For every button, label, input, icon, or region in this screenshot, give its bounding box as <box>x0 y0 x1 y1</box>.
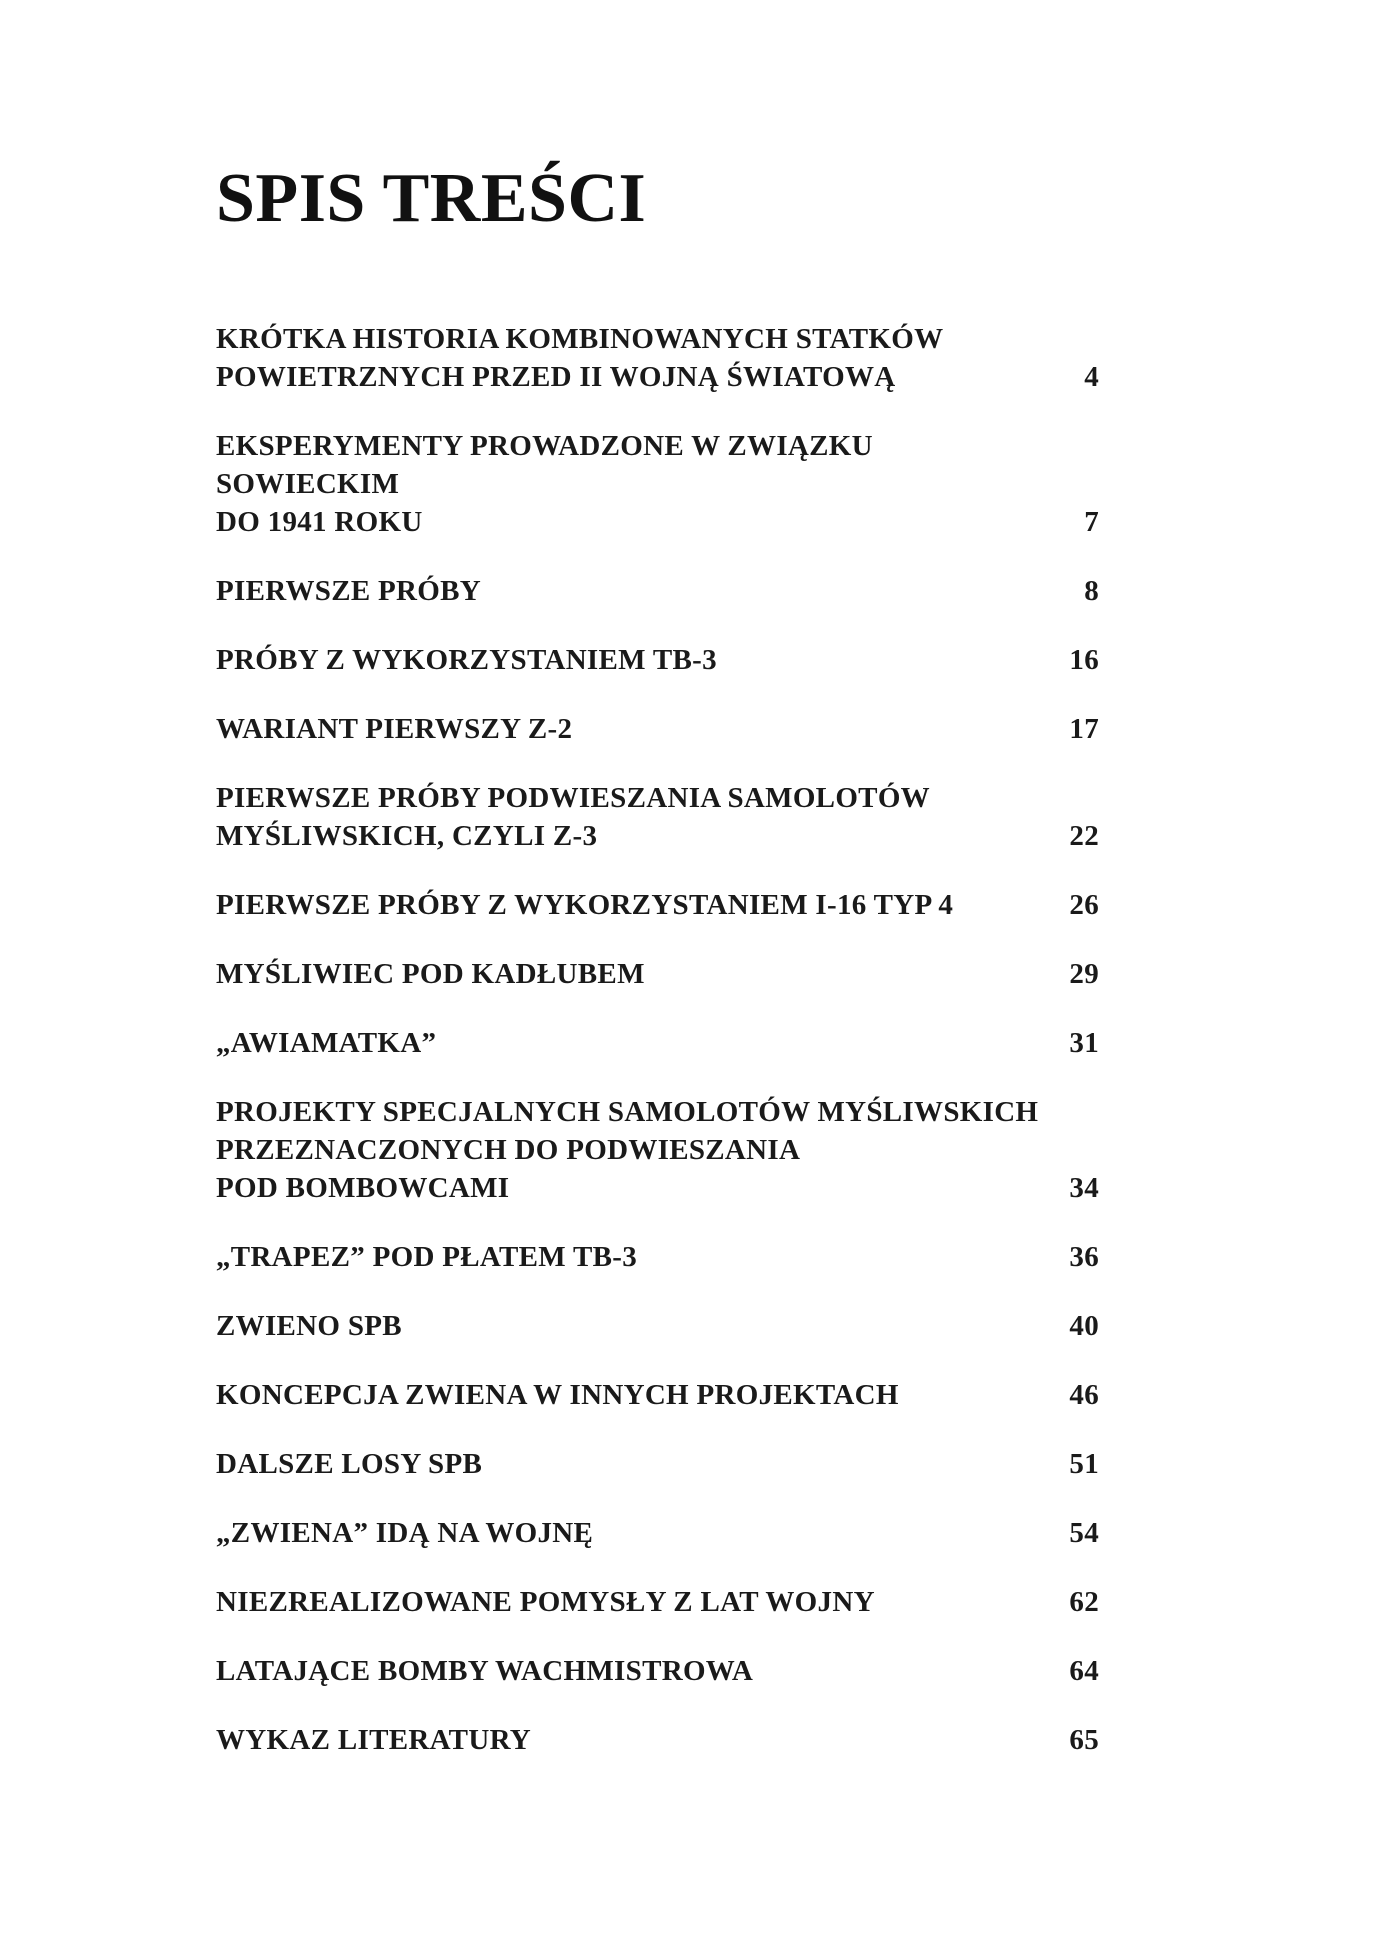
toc-entry-title <box>216 320 1084 396</box>
toc-entry-title <box>216 1307 1069 1345</box>
toc-page-number: 26 <box>1069 889 1099 921</box>
toc-entry-title <box>216 641 1069 679</box>
toc-page-number: 36 <box>1069 1241 1099 1273</box>
toc-entry-title-line: PIERWSZE PRÓBY <box>216 575 482 607</box>
toc-page-number: 54 <box>1069 1517 1099 1549</box>
toc-entry <box>216 1445 1099 1483</box>
toc-entry-title-line: PRÓBY Z WYKORZYSTANIEM TB-3 <box>216 644 717 676</box>
toc-page-number: 16 <box>1069 644 1099 676</box>
toc-page-number: 65 <box>1069 1724 1099 1756</box>
toc-entry-title-line: PIERWSZE PRÓBY Z WYKORZYSTANIEM I-16 TYP 4 <box>216 889 954 921</box>
toc-entry-title <box>216 1238 1069 1276</box>
toc-entry-title-line: PRZEZNACZONYCH DO PODWIESZANIA <box>216 1134 801 1166</box>
toc-entry-title <box>216 427 1084 541</box>
toc-entry-title <box>216 572 1084 610</box>
toc-page-number: 8 <box>1084 575 1099 607</box>
toc-page-number: 22 <box>1069 820 1099 852</box>
toc-page-number: 46 <box>1069 1379 1099 1411</box>
toc-page-number: 51 <box>1069 1448 1099 1480</box>
toc-page-number: 64 <box>1069 1655 1099 1687</box>
toc-entry-title-line: POD BOMBOWCAMI <box>216 1172 510 1204</box>
toc-entry <box>216 641 1099 679</box>
toc-entry-title <box>216 1514 1069 1552</box>
table-of-contents <box>216 320 1099 1790</box>
toc-entry-title <box>216 710 1069 748</box>
toc-page-number: 17 <box>1069 713 1099 745</box>
toc-entry-title <box>216 1024 1069 1062</box>
toc-page-number: 4 <box>1084 361 1099 393</box>
toc-entry <box>216 1024 1099 1062</box>
toc-entry <box>216 886 1099 924</box>
toc-entry-title-line: PROJEKTY SPECJALNYCH SAMOLOTÓW MYŚLIWSKICH <box>216 1096 1039 1128</box>
toc-entry-title <box>216 779 1069 855</box>
toc-entry-title-line: WARIANT PIERWSZY Z-2 <box>216 713 573 745</box>
toc-entry-title <box>216 1583 1069 1621</box>
toc-entry <box>216 572 1099 610</box>
toc-entry <box>216 1093 1099 1207</box>
toc-entry-title-line: SOWIECKIM <box>216 468 400 500</box>
toc-entry-title-line: „ZWIENA” IDĄ NA WOJNĘ <box>216 1517 594 1549</box>
toc-entry-title <box>216 1652 1069 1690</box>
toc-entry <box>216 427 1099 541</box>
toc-entry-title <box>216 1721 1069 1759</box>
toc-entry-title-line: KONCEPCJA ZWIENA W INNYCH PROJEKTACH <box>216 1379 899 1411</box>
toc-entry-title-line: WYKAZ LITERATURY <box>216 1724 532 1756</box>
toc-entry <box>216 1583 1099 1621</box>
toc-entry-title-line: „TRAPEZ” POD PŁATEM TB-3 <box>216 1241 638 1273</box>
toc-entry-title <box>216 1376 1069 1414</box>
toc-entry-title <box>216 886 1069 924</box>
toc-entry <box>216 320 1099 396</box>
toc-page-number: 29 <box>1069 958 1099 990</box>
toc-entry <box>216 1721 1099 1759</box>
toc-entry-title <box>216 1445 1069 1483</box>
toc-entry-title-line: DALSZE LOSY SPB <box>216 1448 483 1480</box>
toc-entry <box>216 779 1099 855</box>
toc-entry <box>216 710 1099 748</box>
toc-entry-title-line: PIERWSZE PRÓBY PODWIESZANIA SAMOLOTÓW <box>216 782 930 814</box>
toc-page-number: 62 <box>1069 1586 1099 1618</box>
toc-entry-title-line: MYŚLIWIEC POD KADŁUBEM <box>216 958 645 990</box>
toc-entry <box>216 1238 1099 1276</box>
toc-entry-title-line: KRÓTKA HISTORIA KOMBINOWANYCH STATKÓW <box>216 323 944 355</box>
toc-entry <box>216 1514 1099 1552</box>
toc-entry <box>216 955 1099 993</box>
page-title: SPIS TREŚCI <box>216 160 647 237</box>
toc-entry-title-line: ZWIENO SPB <box>216 1310 402 1342</box>
toc-page-number: 31 <box>1069 1027 1099 1059</box>
toc-page-number: 40 <box>1069 1310 1099 1342</box>
toc-entry-title-line: POWIETRZNYCH PRZED II WOJNĄ ŚWIATOWĄ <box>216 361 896 393</box>
toc-entry-title <box>216 1093 1069 1207</box>
toc-entry-title <box>216 955 1069 993</box>
toc-entry-title-line: MYŚLIWSKICH, CZYLI Z-3 <box>216 820 598 852</box>
toc-entry-title-line: „AWIAMATKA” <box>216 1027 437 1059</box>
toc-entry-title-line: NIEZREALIZOWANE POMYSŁY Z LAT WOJNY <box>216 1586 875 1618</box>
toc-entry-title-line: DO 1941 ROKU <box>216 506 423 538</box>
toc-entry-title-line: EKSPERYMENTY PROWADZONE W ZWIĄZKU <box>216 430 873 462</box>
toc-entry-title-line: LATAJĄCE BOMBY WACHMISTROWA <box>216 1655 754 1687</box>
toc-page-number: 7 <box>1084 506 1099 538</box>
toc-entry <box>216 1307 1099 1345</box>
toc-entry <box>216 1652 1099 1690</box>
toc-page-number: 34 <box>1069 1172 1099 1204</box>
toc-entry <box>216 1376 1099 1414</box>
